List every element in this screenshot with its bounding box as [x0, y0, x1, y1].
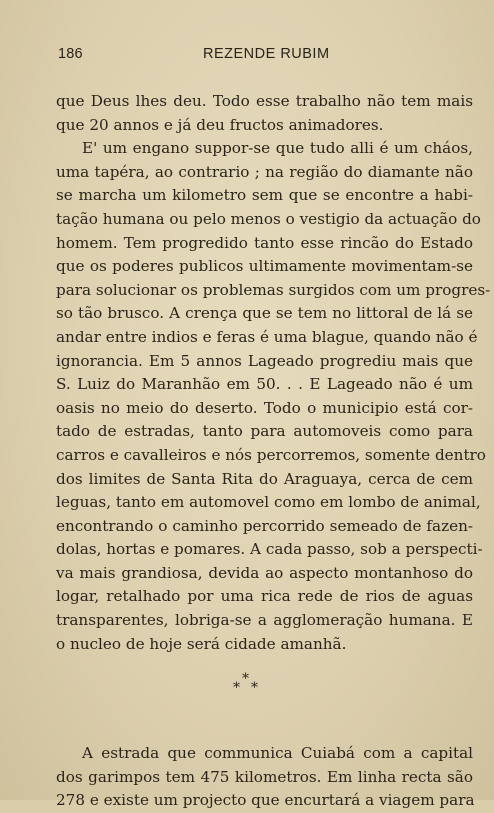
text-line: se marcha um kilometro sem que se encontre a habi- [56, 186, 473, 205]
text-line: logar, retalhado por uma rica rede de rios de aguas [56, 587, 473, 606]
paragraph-2 [56, 137, 491, 656]
text-line: transparentes, lobriga-se a agglomeração humana. E [56, 611, 473, 630]
paragraph-1 [56, 90, 473, 137]
body-text [56, 90, 491, 813]
running-head: REZENDE RUBIM [203, 46, 330, 62]
text-line: encontrando o caminho percorrido semeado de fazen- [56, 516, 473, 535]
text-line: homem. Tem progredido tanto esse rincão do Estado [56, 233, 473, 252]
text-line: 278 e existe um projecto que encurtará a viagem para [56, 791, 475, 810]
text-line: para solucionar os problemas surgidos com um progres- [56, 280, 491, 299]
page-number: 186 [58, 46, 83, 62]
text-line: dos limites de Santa Rita do Araguaya, cerca de cem [56, 469, 473, 488]
section-separator [56, 658, 473, 714]
text-line: A estrada que communica Cuiabá com a capital [82, 744, 473, 763]
text-line: va mais grandiosa, devida ao aspecto montanhoso do [56, 563, 473, 582]
text-line: que os poderes publicos ultimamente movimentam-se [56, 257, 473, 276]
text-line: leguas, tanto em automovel como em lombo de animal, [56, 493, 481, 512]
text-line: que Deus lhes deu. Todo esse trabalho não tem mais [56, 92, 473, 110]
separator-star: * [233, 680, 240, 697]
text-line: dos garimpos tem 475 kilometros. Em linha recta são [56, 767, 473, 786]
text-line: carros e cavalleiros e nós percorremos, somente dentro [56, 445, 486, 464]
text-line: oasis no meio do deserto. Todo o municipio está cor- [56, 398, 473, 417]
paragraph-3 [56, 742, 473, 813]
text-line: uma tapéra, ao contrario ; na região do diamante não [56, 162, 473, 181]
text-line: andar entre indios e feras é uma blague, quando não é [56, 327, 478, 346]
separator-star: * [251, 680, 258, 697]
separator-star: * [242, 671, 249, 688]
text-line: so tão brusco. A crença que se tem no littoral de lá se [56, 304, 473, 323]
text-line: que 20 annos e já deu fructos animadores. [56, 115, 384, 134]
text-line: E' um engano suppor-se que tudo alli é um cháos, [82, 139, 473, 158]
text-line: dolas, hortas e pomares. A cada passo, sob a perspecti- [56, 540, 483, 559]
text-line: ignorancia. Em 5 annos Lageado progrediu mais que [56, 351, 473, 370]
text-line: o nucleo de hoje será cidade amanhã. [56, 634, 347, 653]
text-line: tado de estradas, tanto para automoveis como para [56, 422, 473, 441]
text-line: S. Luiz do Maranhão em 50. . . E Lageado não é um [56, 375, 473, 394]
page-header [58, 46, 470, 66]
text-line: tação humana ou pelo menos o vestigio da actuação do [56, 209, 481, 228]
spacer [56, 714, 473, 742]
